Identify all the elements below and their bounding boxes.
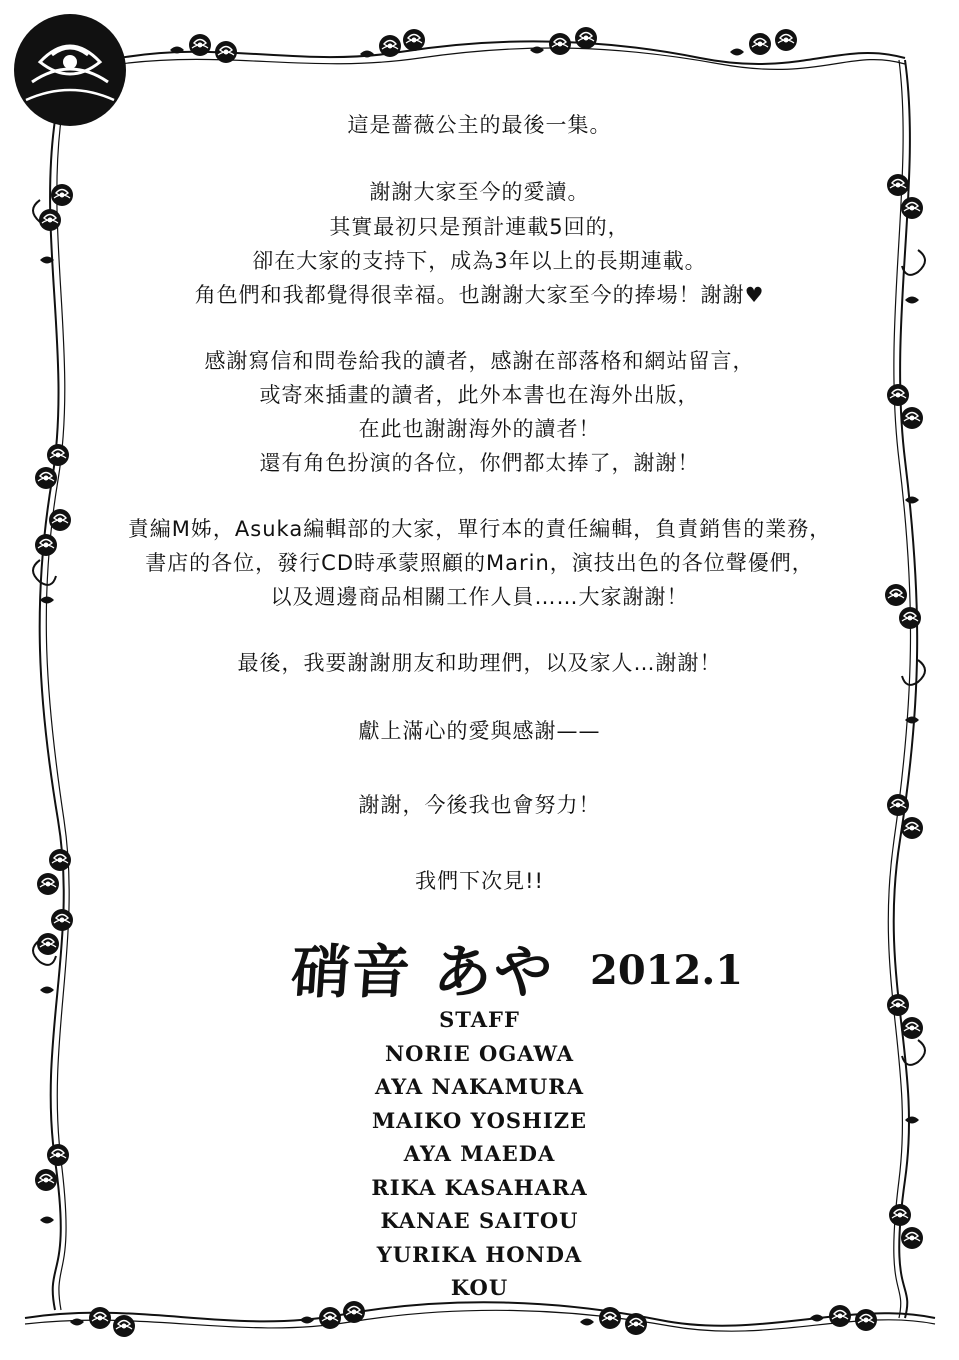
staff-member: MAIKO YOSHIZE xyxy=(371,1108,588,1133)
staff-member: NORIE OGAWA xyxy=(384,1041,575,1066)
staff-member: AYA NAKAMURA xyxy=(375,1074,584,1099)
letter-line: 在此也謝謝海外的讀者！ xyxy=(358,417,601,441)
letter-line: 謝謝大家至今的愛讀。 xyxy=(369,180,590,204)
letter-line: 責編M姊，Asuka編輯部的大家，單行本的責任編輯，負責銷售的業務， xyxy=(127,517,832,541)
letter-line: 我們下次見!! xyxy=(415,869,544,893)
staff-member: AYA MAEDA xyxy=(403,1141,556,1166)
letter-line: 這是薔薇公主的最後一集。 xyxy=(347,113,612,137)
letter-line: 其實最初只是預計連載5回的， xyxy=(329,215,630,239)
letter-line: 或寄來插畫的讀者，此外本書也在海外出版， xyxy=(259,383,700,407)
staff-member: KANAE SAITOU xyxy=(380,1208,579,1233)
letter-line: 獻上滿心的愛與感謝—— xyxy=(358,719,601,743)
signature-name: 硝音 あや xyxy=(289,938,557,1006)
letter-line: 書店的各位，發行CD時承蒙照顧的Marin，演技出色的各位聲優們， xyxy=(145,551,814,575)
signature-date: 2012.1 xyxy=(590,947,744,994)
letter-line: 感謝寫信和問卷給我的讀者，感謝在部落格和網站留言， xyxy=(204,349,755,373)
staff-heading: STAFF xyxy=(439,1007,520,1032)
letter-line: 謝謝，今後我也會努力！ xyxy=(358,793,601,817)
letter-line: 卻在大家的支持下，成為3年以上的長期連載。 xyxy=(252,249,707,273)
letter-line: 最後，我要謝謝朋友和助理們，以及家人…謝謝！ xyxy=(237,651,722,675)
letter-line: 以及週邊商品相關工作人員……大家謝謝！ xyxy=(270,585,689,609)
staff-member: KOU xyxy=(450,1275,509,1300)
author-signature xyxy=(289,925,744,1006)
letter-line: 角色們和我都覺得很幸福。也謝謝大家至今的捧場！謝謝♥ xyxy=(194,283,765,307)
letter-line: 還有角色扮演的各位，你們都太捧了，謝謝！ xyxy=(259,451,700,475)
staff-member: RIKA KASAHARA xyxy=(371,1175,588,1200)
staff-member: YURIKA HONDA xyxy=(376,1242,583,1267)
